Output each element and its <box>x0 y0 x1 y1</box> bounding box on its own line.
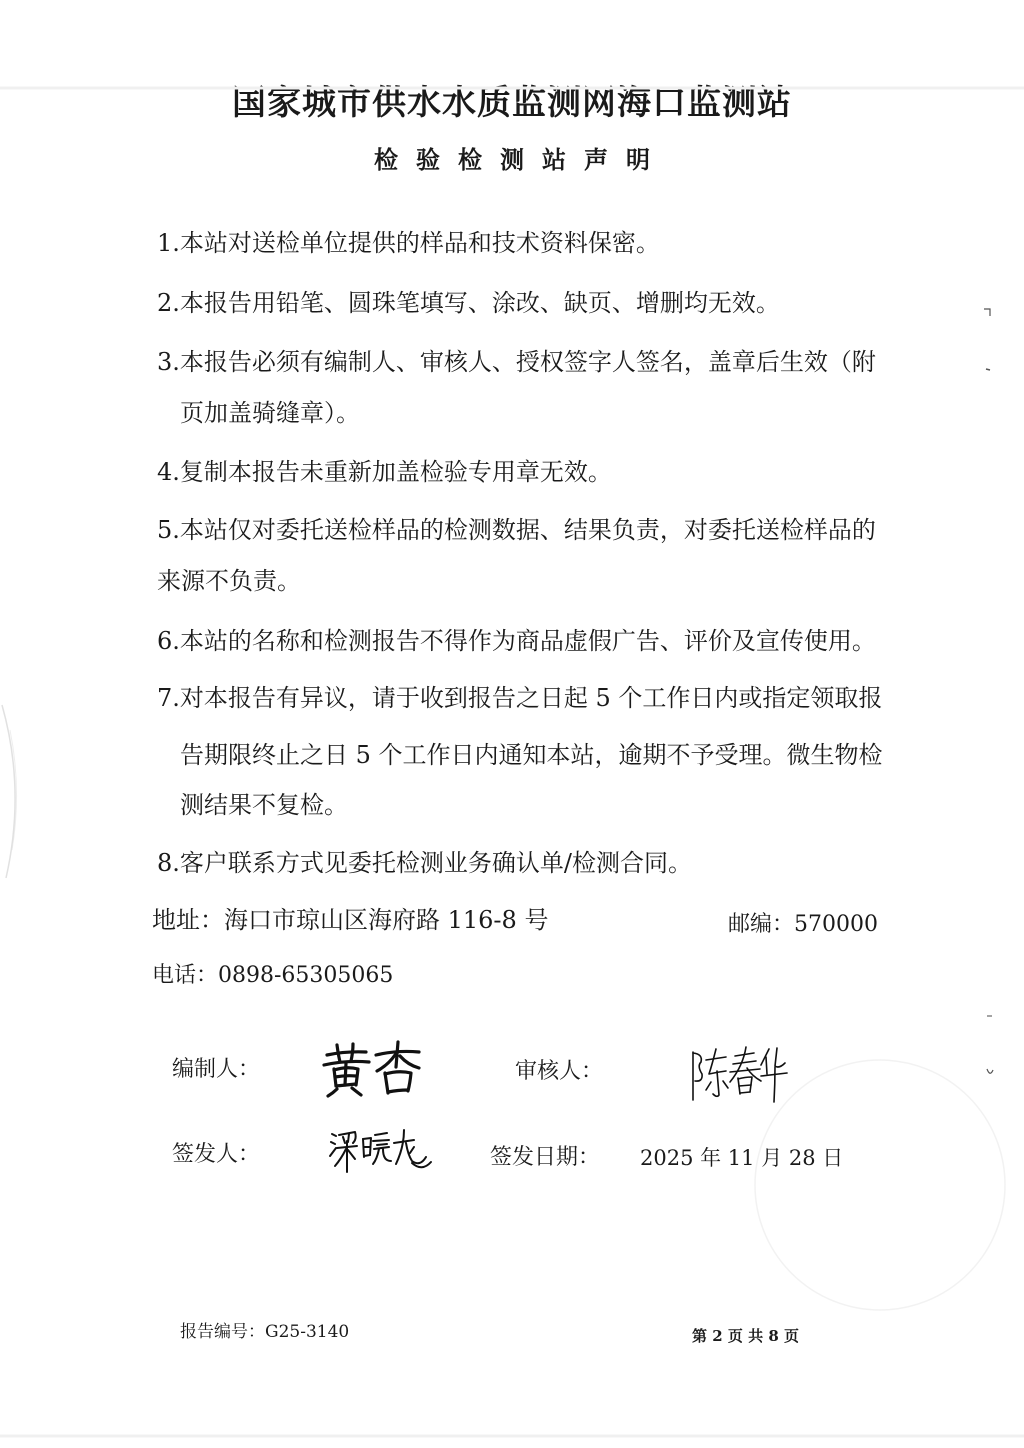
contact-postcode: 邮编：570000 <box>728 912 878 937</box>
statement-4-line-1: 4.复制本报告未重新加盖检验专用章无效。 <box>157 458 612 486</box>
statement-5-line-2: 来源不负责。 <box>157 567 301 595</box>
contact-phone: 电话：0898-65305065 <box>152 963 394 988</box>
statement-5-line-1: 5.本站仅对委托送检样品的检测数据、结果负责，对委托送检样品的 <box>157 516 876 544</box>
statement-7-line-1: 7.对本报告有异议，请于收到报告之日起 5 个工作日内或指定领取报 <box>157 684 883 712</box>
compiler-signature <box>322 1040 422 1098</box>
statement-2-line-1: 2.本报告用铅笔、圆珠笔填写、涂改、缺页、增删均无效。 <box>157 289 780 317</box>
contact-address: 地址：海口市琼山区海府路 116-8 号 <box>152 906 549 934</box>
statement-3-line-1: 3.本报告必须有编制人、审核人、授权签字人签名，盖章后生效（附 <box>157 348 876 376</box>
issuer-signature <box>328 1126 432 1178</box>
scan-artifact-mark-1 <box>984 309 990 316</box>
statement-7-line-3: 测结果不复检。 <box>180 791 348 819</box>
statement-6-line-1: 6.本站的名称和检测报告不得作为商品虚假广告、评价及宣传使用。 <box>157 627 876 655</box>
page-info: 第 2 页 共 8 页 <box>692 1327 799 1345</box>
scan-artifact-mark-2 <box>986 369 990 370</box>
issuer-label: 签发人： <box>172 1142 261 1167</box>
issue-date: 2025 年 11 月 28 日 <box>640 1146 844 1170</box>
statement-8-line-1: 8.客户联系方式见委托检测业务确认单/检测合同。 <box>157 849 692 877</box>
scan-artifact-mark-4 <box>987 1069 993 1073</box>
report-number: 报告编号：G25-3140 <box>180 1322 350 1342</box>
compiler-label: 编制人： <box>172 1057 261 1082</box>
issue-date-label: 签发日期： <box>490 1145 601 1170</box>
document-title: 国家城市供水水质监测网海口监测站 <box>232 83 792 123</box>
statement-7-line-2: 告期限终止之日 5 个工作日内通知本站，逾期不予受理。微生物检 <box>180 741 883 769</box>
scan-artifact-left-arc-inner <box>10 730 17 850</box>
scan-artifact-stamp-ghost <box>755 1060 1005 1310</box>
statement-3-line-2: 页加盖骑缝章）。 <box>180 399 360 427</box>
reviewer-label: 审核人： <box>515 1059 604 1084</box>
reviewer-signature <box>688 1044 788 1104</box>
statement-1-line-1: 1.本站对送检单位提供的样品和技术资料保密。 <box>157 229 660 257</box>
document-subtitle: 检验检测站声明 <box>374 145 668 174</box>
scan-artifact-left-arc <box>2 705 15 878</box>
